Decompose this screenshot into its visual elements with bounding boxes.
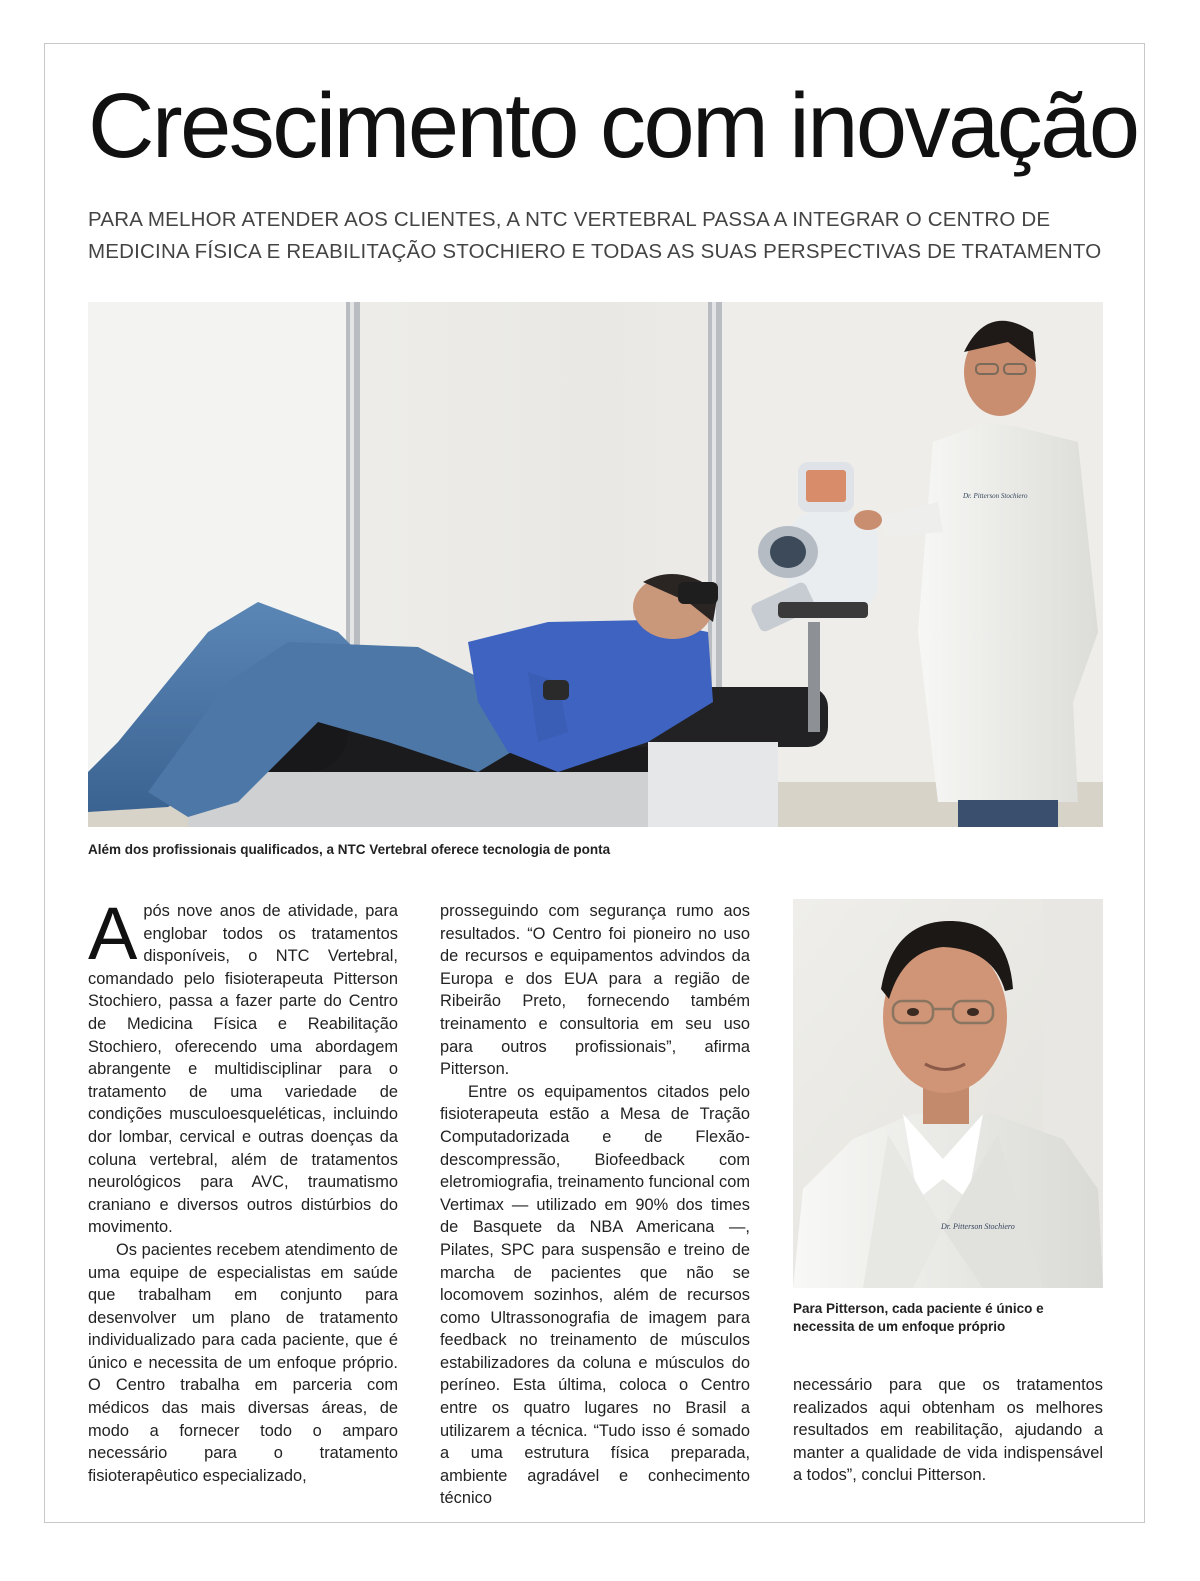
article-subtitle (88, 204, 1102, 268)
subtitle-line-1: PARA MELHOR ATENDER AOS CLIENTES, A NTC VERTEBRAL PASSA A INTEGRAR O CENTRO DE (88, 208, 1051, 231)
article-title: Crescimento com inovação (88, 75, 1138, 177)
doctor-coat-label: Dr. Pitterson Stochiero (963, 492, 1028, 500)
side-photo (793, 899, 1103, 1288)
paragraph-4: Entre os equipamentos citados pelo fisioterapeuta estão a Mesa de Tração Computadorizada e de Flexão-descompressão, Biofeedback com eletromiografia, treinamento funcional com Vertimax — utilizado em 90% dos times de Basquete da NBA Americana —, Pilates, SPC para suspensão e treino de marcha de pacientes que não se locomovem sozinhos, além de recursos como Ultrassonografia de imagem para feedback no treinamento de músculos estabilizadores da coluna e músculos do períneo. Esta última, coloca o Centro entre os quatro lugares no Brasil a utilizarem a técnica. “Tudo isso é somado a uma estrutura física preparada, ambiente agradável e conhecimento técnico (440, 1082, 750, 1508)
main-photo-illustration (88, 302, 1103, 827)
paragraph-1-text: pós nove anos de atividade, para englobar todos os tratamentos disponíveis, o NTC Vertebral, comandado pelo fisioterapeuta Pitterson Stochiero, passa a fazer parte do Centro de Medicina Física e Reabilitação Stochiero, oferecendo uma abordagem abrangente e multidisciplinar para o tratamento de uma variedade de condições musculoesqueléticas, incluindo dor lombar, cervical e outras doenças da coluna vertebral, além de tratamentos neurológicos para AVC, traumatismo craniano e diversos outros distúrbios do movimento. (88, 902, 398, 1237)
text-column-2 (440, 900, 750, 1510)
text-column-1 (88, 892, 398, 1487)
portrait-coat-label: Dr. Pitterson Stochiero (941, 1222, 1015, 1231)
subtitle-line-2: MEDICINA FÍSICA E REABILITAÇÃO STOCHIERO E TODAS AS SUAS PERSPECTIVAS DE TRATAMENTO (88, 240, 1102, 263)
paragraph-2: Os pacientes recebem atendimento de uma equipe de especialistas em saúde que trabalham em conjunto para desenvolver um plano de tratamento individualizado para cada paciente, que é único e necessita de um enfoque próprio. O Centro trabalha em parceria com médicos das mais diversas áreas, de modo a fornecer todo o amparo necessário para o tratamento fisioterapêutico especializado, (88, 1240, 398, 1485)
doctor-coat (918, 422, 1098, 802)
doctor-portrait-illustration (793, 899, 1103, 1288)
paragraph-5: necessário para que os tratamentos realizados aqui obtenham os melhores resultados em reabilitação, ajudando a manter a qualidade de vida indispensável a todos”, conclui Pitterson. (793, 1376, 1103, 1485)
side-photo-caption: Para Pitterson, cada paciente é único e necessita de um enfoque próprio (793, 1301, 1044, 1334)
dropcap: A (88, 892, 138, 975)
main-photo-caption: Além dos profissionais qualificados, a NTC Vertebral oferece tecnologia de ponta (88, 842, 611, 857)
paragraph-1 (88, 892, 398, 1239)
text-column-3 (793, 1374, 1103, 1487)
paragraph-3: prosseguindo com segurança rumo aos resultados. “O Centro foi pioneiro no uso de recursos e equipamentos advindos da Europa e dos EUA para a região de Ribeirão Preto, fornecendo também treinamento e consultoria em seu uso para outros profissionais”, afirma Pitterson. (440, 902, 750, 1079)
main-photo (88, 302, 1103, 827)
